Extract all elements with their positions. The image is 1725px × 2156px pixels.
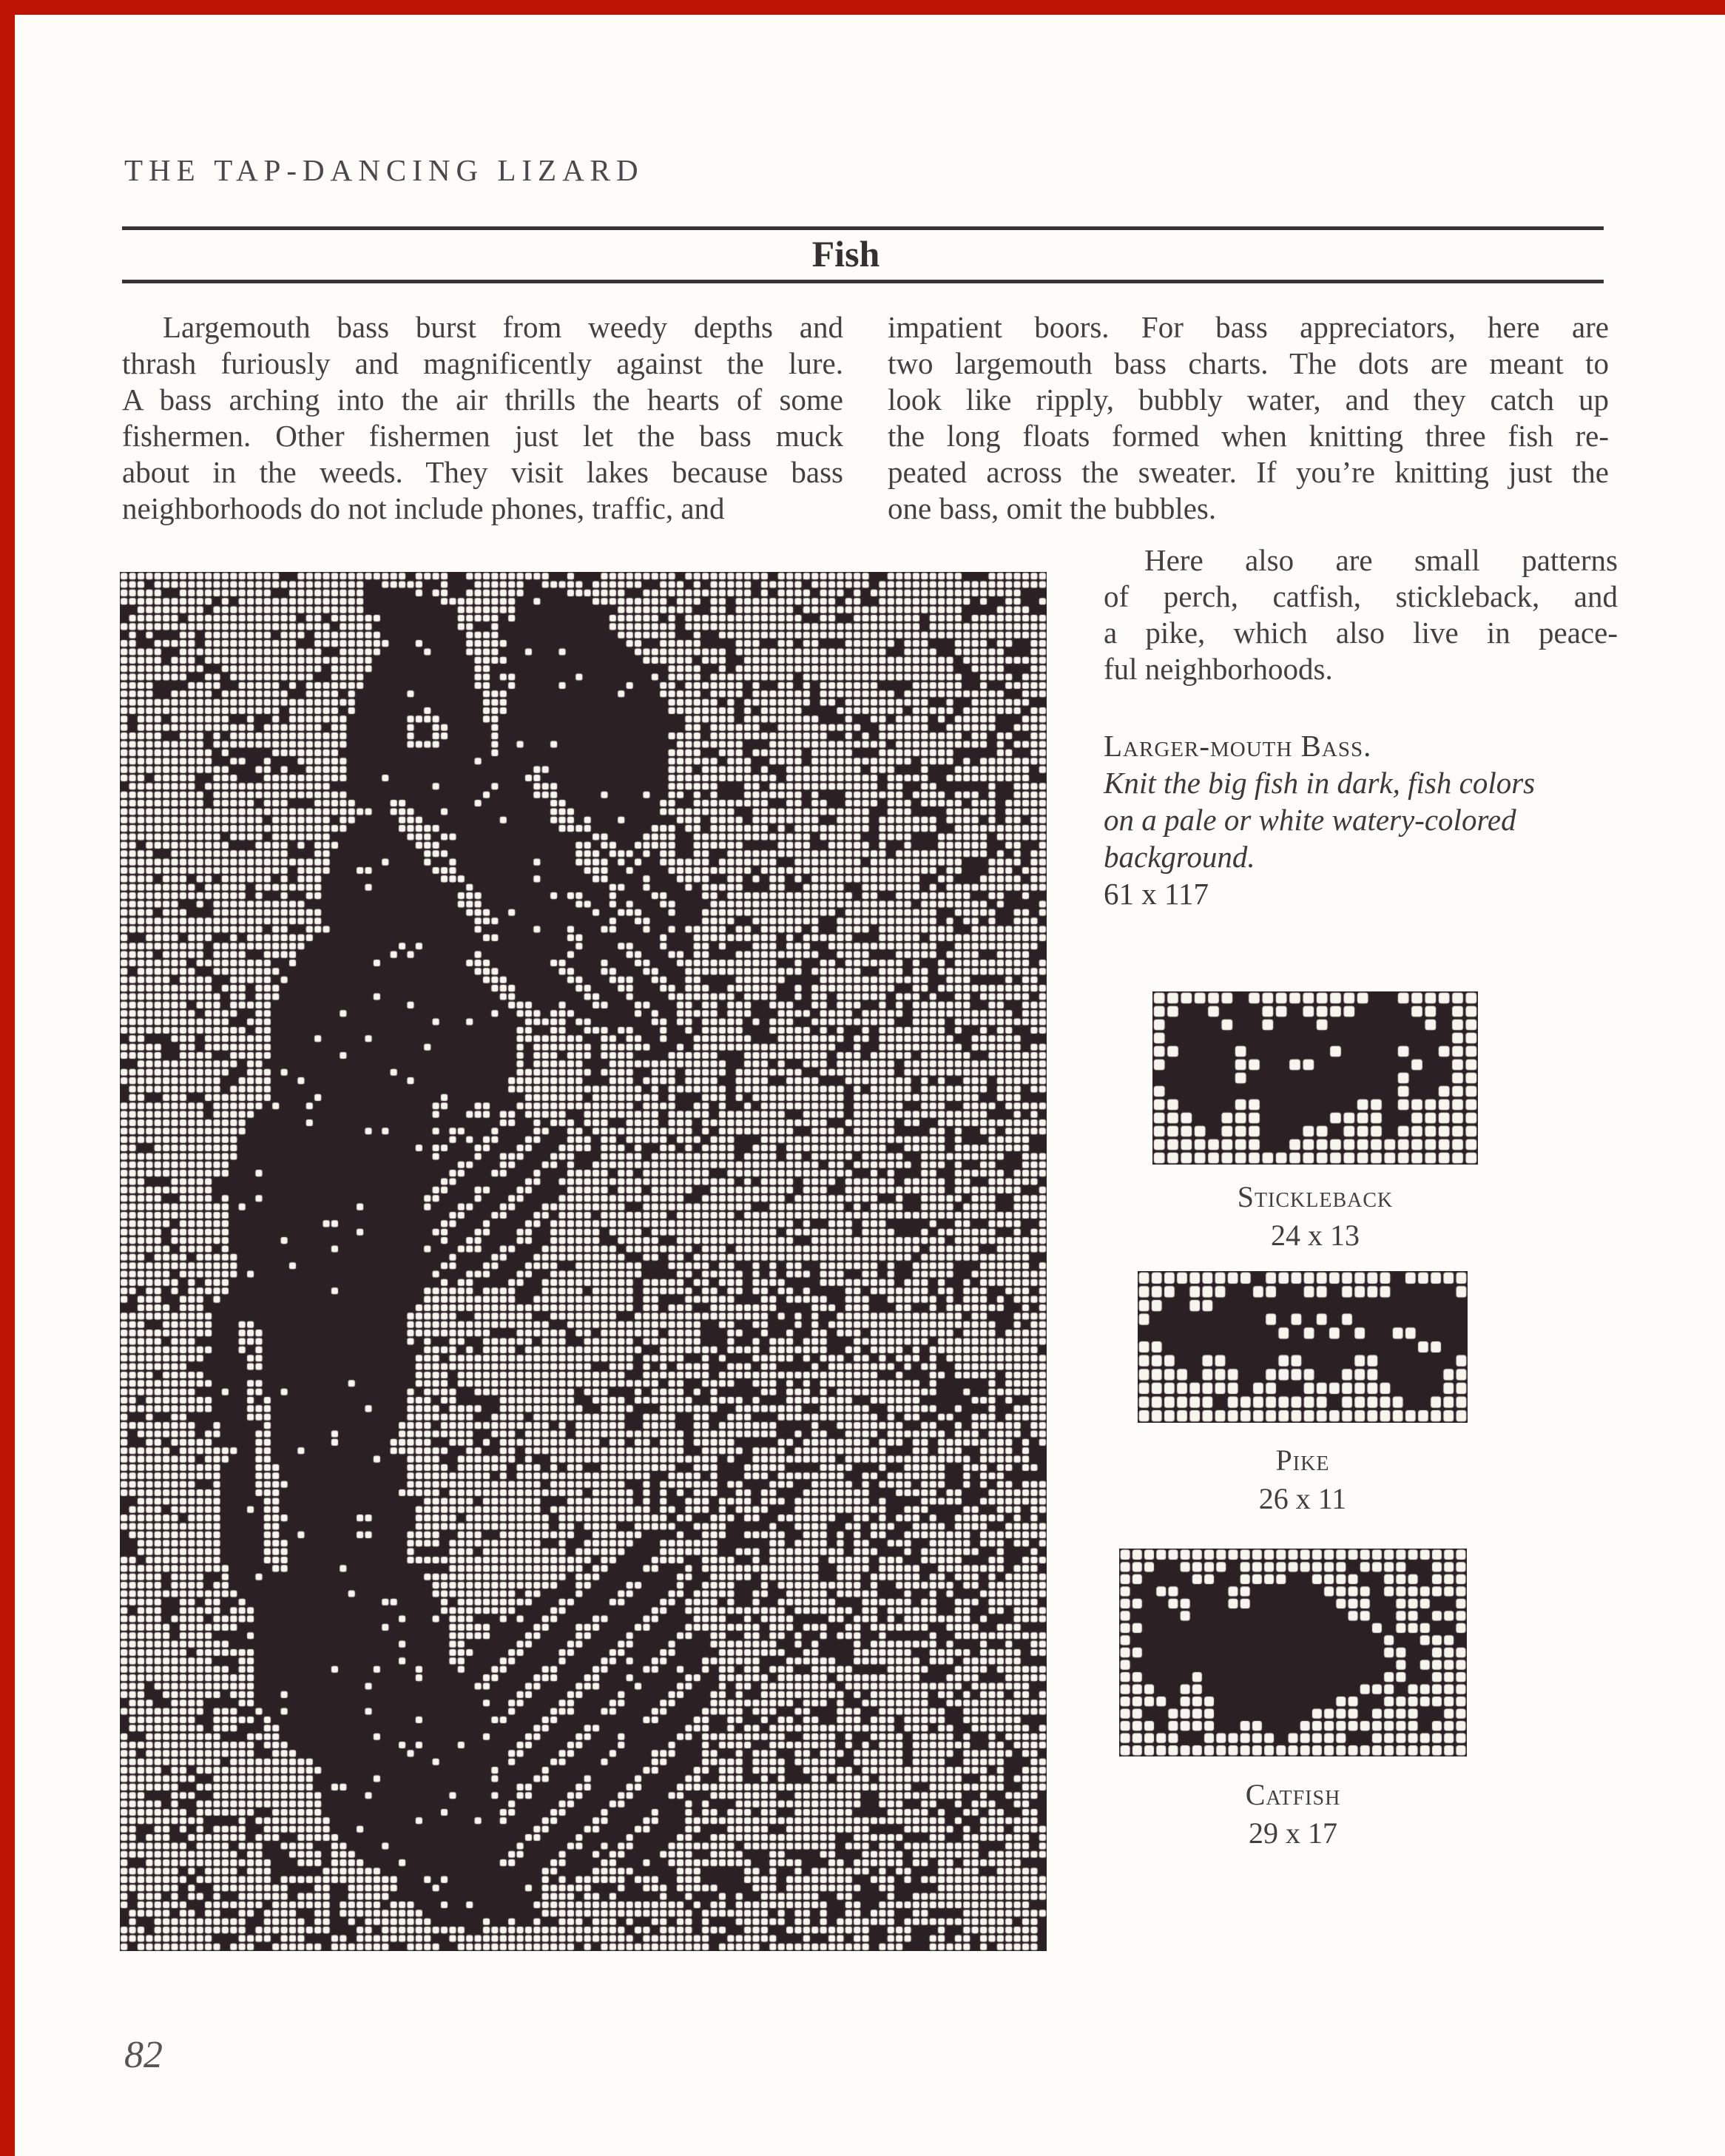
- stickleback-caption: [1152, 1178, 1478, 1255]
- pike-knitting-chart: [1138, 1271, 1468, 1423]
- catfish-knitting-chart: [1119, 1549, 1467, 1756]
- page-number: 82: [124, 2034, 163, 2076]
- body-line: Here also are small patterns: [1144, 543, 1618, 577]
- bass-knitting-chart: [120, 572, 1047, 1951]
- body-line: neighborhoods do not include phones, traffic, and: [122, 491, 725, 525]
- body-line: two largemouth bass charts. The dots are meant to: [888, 346, 1609, 380]
- body-line: one bass, omit the bubbles.: [888, 491, 1217, 525]
- body-line: of perch, catfish, stickleback, and: [1104, 579, 1618, 613]
- bass-caption-title: Larger-mouth Bass.: [1104, 729, 1372, 763]
- body-column-right: [888, 309, 1609, 527]
- scan-edge-top: [0, 0, 1725, 15]
- chart-name: Catfish: [1245, 1778, 1341, 1811]
- body-line: thrash furiously and magnificently against the lure.: [122, 346, 843, 380]
- bass-caption-line: on a pale or white watery-colored: [1104, 803, 1516, 837]
- inset-paragraph: [1104, 542, 1618, 687]
- chart-name: Pike: [1275, 1443, 1330, 1477]
- body-line: look like ripply, bubbly water, and they catch up: [888, 383, 1609, 417]
- body-line: Largemouth bass burst from weedy depths and: [163, 310, 843, 344]
- body-line: about in the weeds. They visit lakes because bass: [122, 455, 843, 489]
- chart-name: Stickleback: [1237, 1180, 1394, 1213]
- bass-caption-line: Knit the big fish in dark, fish colors: [1104, 766, 1536, 800]
- rule-bottom: [122, 280, 1604, 283]
- body-line: a pike, which also live in peace-: [1104, 616, 1618, 650]
- chart-size: 24 x 13: [1271, 1219, 1360, 1252]
- body-line: fishermen. Other fishermen just let the bass muck: [122, 419, 843, 453]
- bass-chart-size: 61 x 117: [1104, 877, 1209, 911]
- pike-caption: [1138, 1441, 1468, 1518]
- section-title: Fish: [811, 233, 880, 274]
- body-column-left: [122, 309, 843, 527]
- catfish-caption: [1119, 1776, 1467, 1853]
- body-line: ful neighborhoods.: [1104, 652, 1333, 686]
- scan-edge-left: [0, 0, 15, 2156]
- bass-caption-line: background.: [1104, 840, 1255, 874]
- body-line: impatient boors. For bass appreciators, here are: [888, 310, 1609, 344]
- chart-size: 26 x 11: [1258, 1482, 1347, 1515]
- body-line: A bass arching into the air thrills the hearts of some: [122, 383, 843, 417]
- rule-top: [122, 226, 1604, 230]
- book-title: THE TAP-DANCING LIZARD: [124, 153, 644, 187]
- chart-size: 29 x 17: [1249, 1816, 1337, 1850]
- body-line: peated across the sweater. If you’re knitting just the: [888, 455, 1609, 489]
- bass-caption: [1104, 727, 1535, 912]
- body-line: the long floats formed when knitting three fish re-: [888, 419, 1609, 453]
- stickleback-knitting-chart: [1152, 991, 1478, 1165]
